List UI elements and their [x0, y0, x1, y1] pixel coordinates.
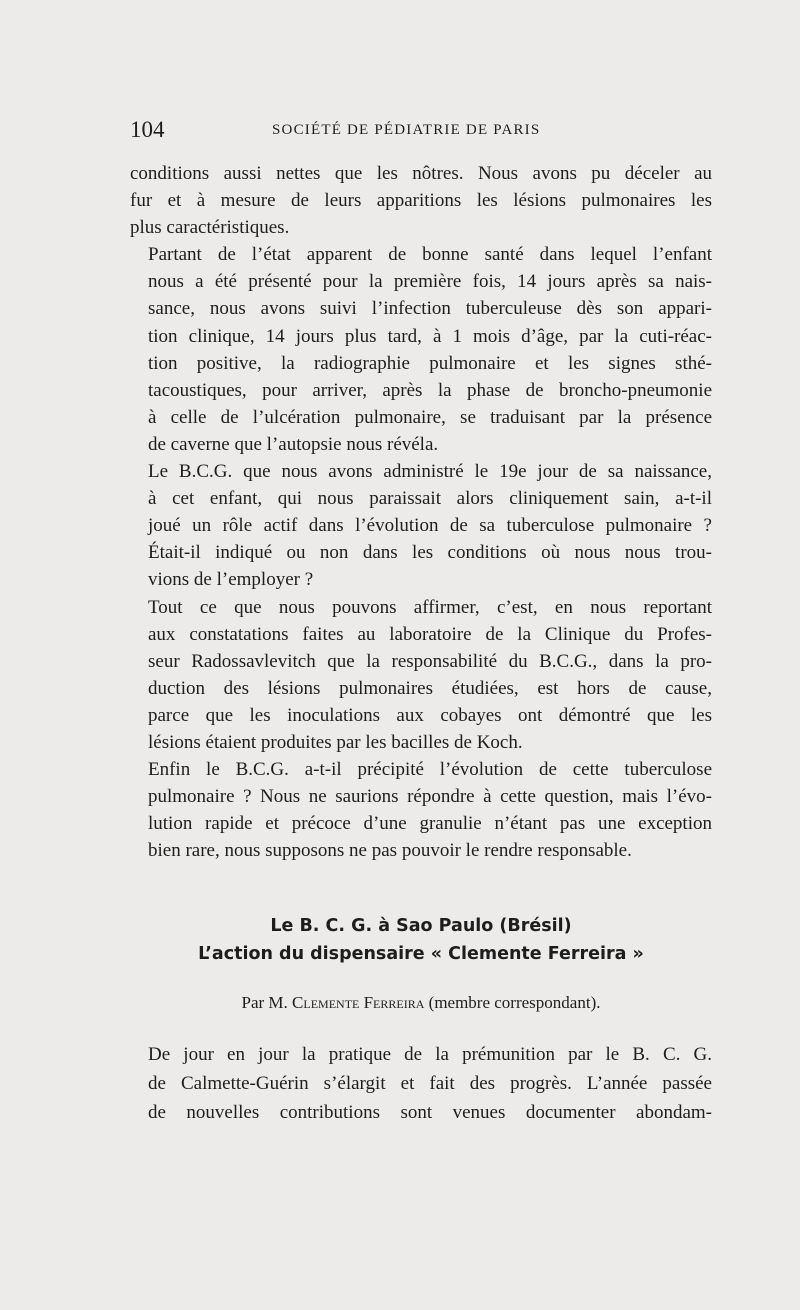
article-title-line-1: Le B. C. G. à Sao Paulo (Brésil) — [270, 916, 572, 936]
text-line: lésions étaient produites par les bacilles de Koch. — [148, 731, 523, 753]
byline-prefix: Par M. — [241, 993, 288, 1012]
paragraph-2 — [130, 241, 712, 458]
article-title-line-2: L’action du dispensaire « Clemente Ferreira » — [198, 944, 644, 964]
page-number: 104 — [130, 117, 165, 142]
article-intro — [130, 1040, 712, 1127]
article-intro-paragraph — [130, 1040, 712, 1127]
text-line: nous a été présenté pour la première fois, 14 jours après sa nais- — [148, 271, 712, 293]
text-line: de Calmette-Guérin s’élargit et fait des progrès. L’année passée — [148, 1073, 712, 1094]
text-line: conditions aussi nettes que les nôtres. Nous avons pu déceler au — [130, 163, 712, 184]
text-line: de caverne que l’autopsie nous révéla. — [148, 433, 439, 455]
text-line: Était-il indiqué ou non dans les conditions où nous nous trou- — [148, 542, 712, 564]
text-line: de nouvelles contributions sont venues documenter abondam- — [148, 1102, 712, 1123]
text-line: vions de l’employer ? — [148, 569, 314, 591]
text-line: bien rare, nous supposons ne pas pouvoir le rendre responsable. — [148, 840, 632, 862]
text-line: duction des lésions pulmonaires étudiées, est hors de cause, — [148, 677, 712, 699]
paragraph-3 — [130, 458, 712, 593]
author-name: Clemente Ferreira — [292, 993, 425, 1012]
text-line: à celle de l’ulcération pulmonaire, se traduisant par la présence — [148, 406, 712, 428]
text-line: Partant de l’état apparent de bonne santé dans lequel l’enfant — [148, 244, 712, 266]
paragraph-1 — [130, 160, 712, 241]
article-title — [130, 912, 712, 968]
text-line: joué un rôle actif dans l’évolution de sa tuberculose pulmonaire ? — [148, 515, 712, 537]
paragraph-5 — [130, 756, 712, 864]
text-line: lution rapide et précoce d’une granulie n’étant pas une exception — [148, 813, 712, 835]
text-line: parce que les inoculations aux cobayes ont démontré que les — [148, 704, 712, 726]
body-text — [130, 160, 712, 864]
text-line: pulmonaire ? Nous ne saurions répondre à cette question, mais l’évo- — [148, 786, 712, 808]
text-line: Enfin le B.C.G. a-t-il précipité l’évolution de cette tuberculose — [148, 759, 712, 781]
paragraph-4 — [130, 594, 712, 757]
running-head: SOCIÉTÉ DE PÉDIATRIE DE PARIS — [272, 122, 541, 138]
text-line: fur et à mesure de leurs apparitions les lésions pulmonaires les — [130, 190, 712, 212]
text-line: Tout ce que nous pouvons affirmer, c’est, en nous reportant — [148, 596, 712, 618]
text-line: aux constatations faites au laboratoire de la Clinique du Profes- — [148, 623, 712, 645]
text-line: De jour en jour la pratique de la prémunition par le B. C. G. — [148, 1044, 712, 1065]
page-header — [130, 117, 712, 147]
text-line: plus caractéristiques. — [130, 217, 290, 239]
text-line: tion positive, la radiographie pulmonaire et les signes sthé- — [148, 352, 712, 374]
text-line: seur Radossavlevitch que la responsabilité du B.C.G., dans la pro- — [148, 650, 712, 672]
text-line: à cet enfant, qui nous paraissait alors cliniquement sain, a-t-il — [148, 488, 712, 510]
author-note: (membre correspondant). — [428, 993, 601, 1012]
text-line: sance, nous avons suivi l’infection tuberculeuse dès son appari- — [148, 298, 712, 320]
text-line: tacoustiques, pour arriver, après la phase de broncho-pneumonie — [148, 379, 712, 401]
byline — [130, 993, 712, 1013]
text-line: Le B.C.G. que nous avons administré le 19e jour de sa naissance, — [148, 461, 712, 483]
text-line: tion clinique, 14 jours plus tard, à 1 mois d’âge, par la cuti-réac- — [148, 325, 712, 347]
